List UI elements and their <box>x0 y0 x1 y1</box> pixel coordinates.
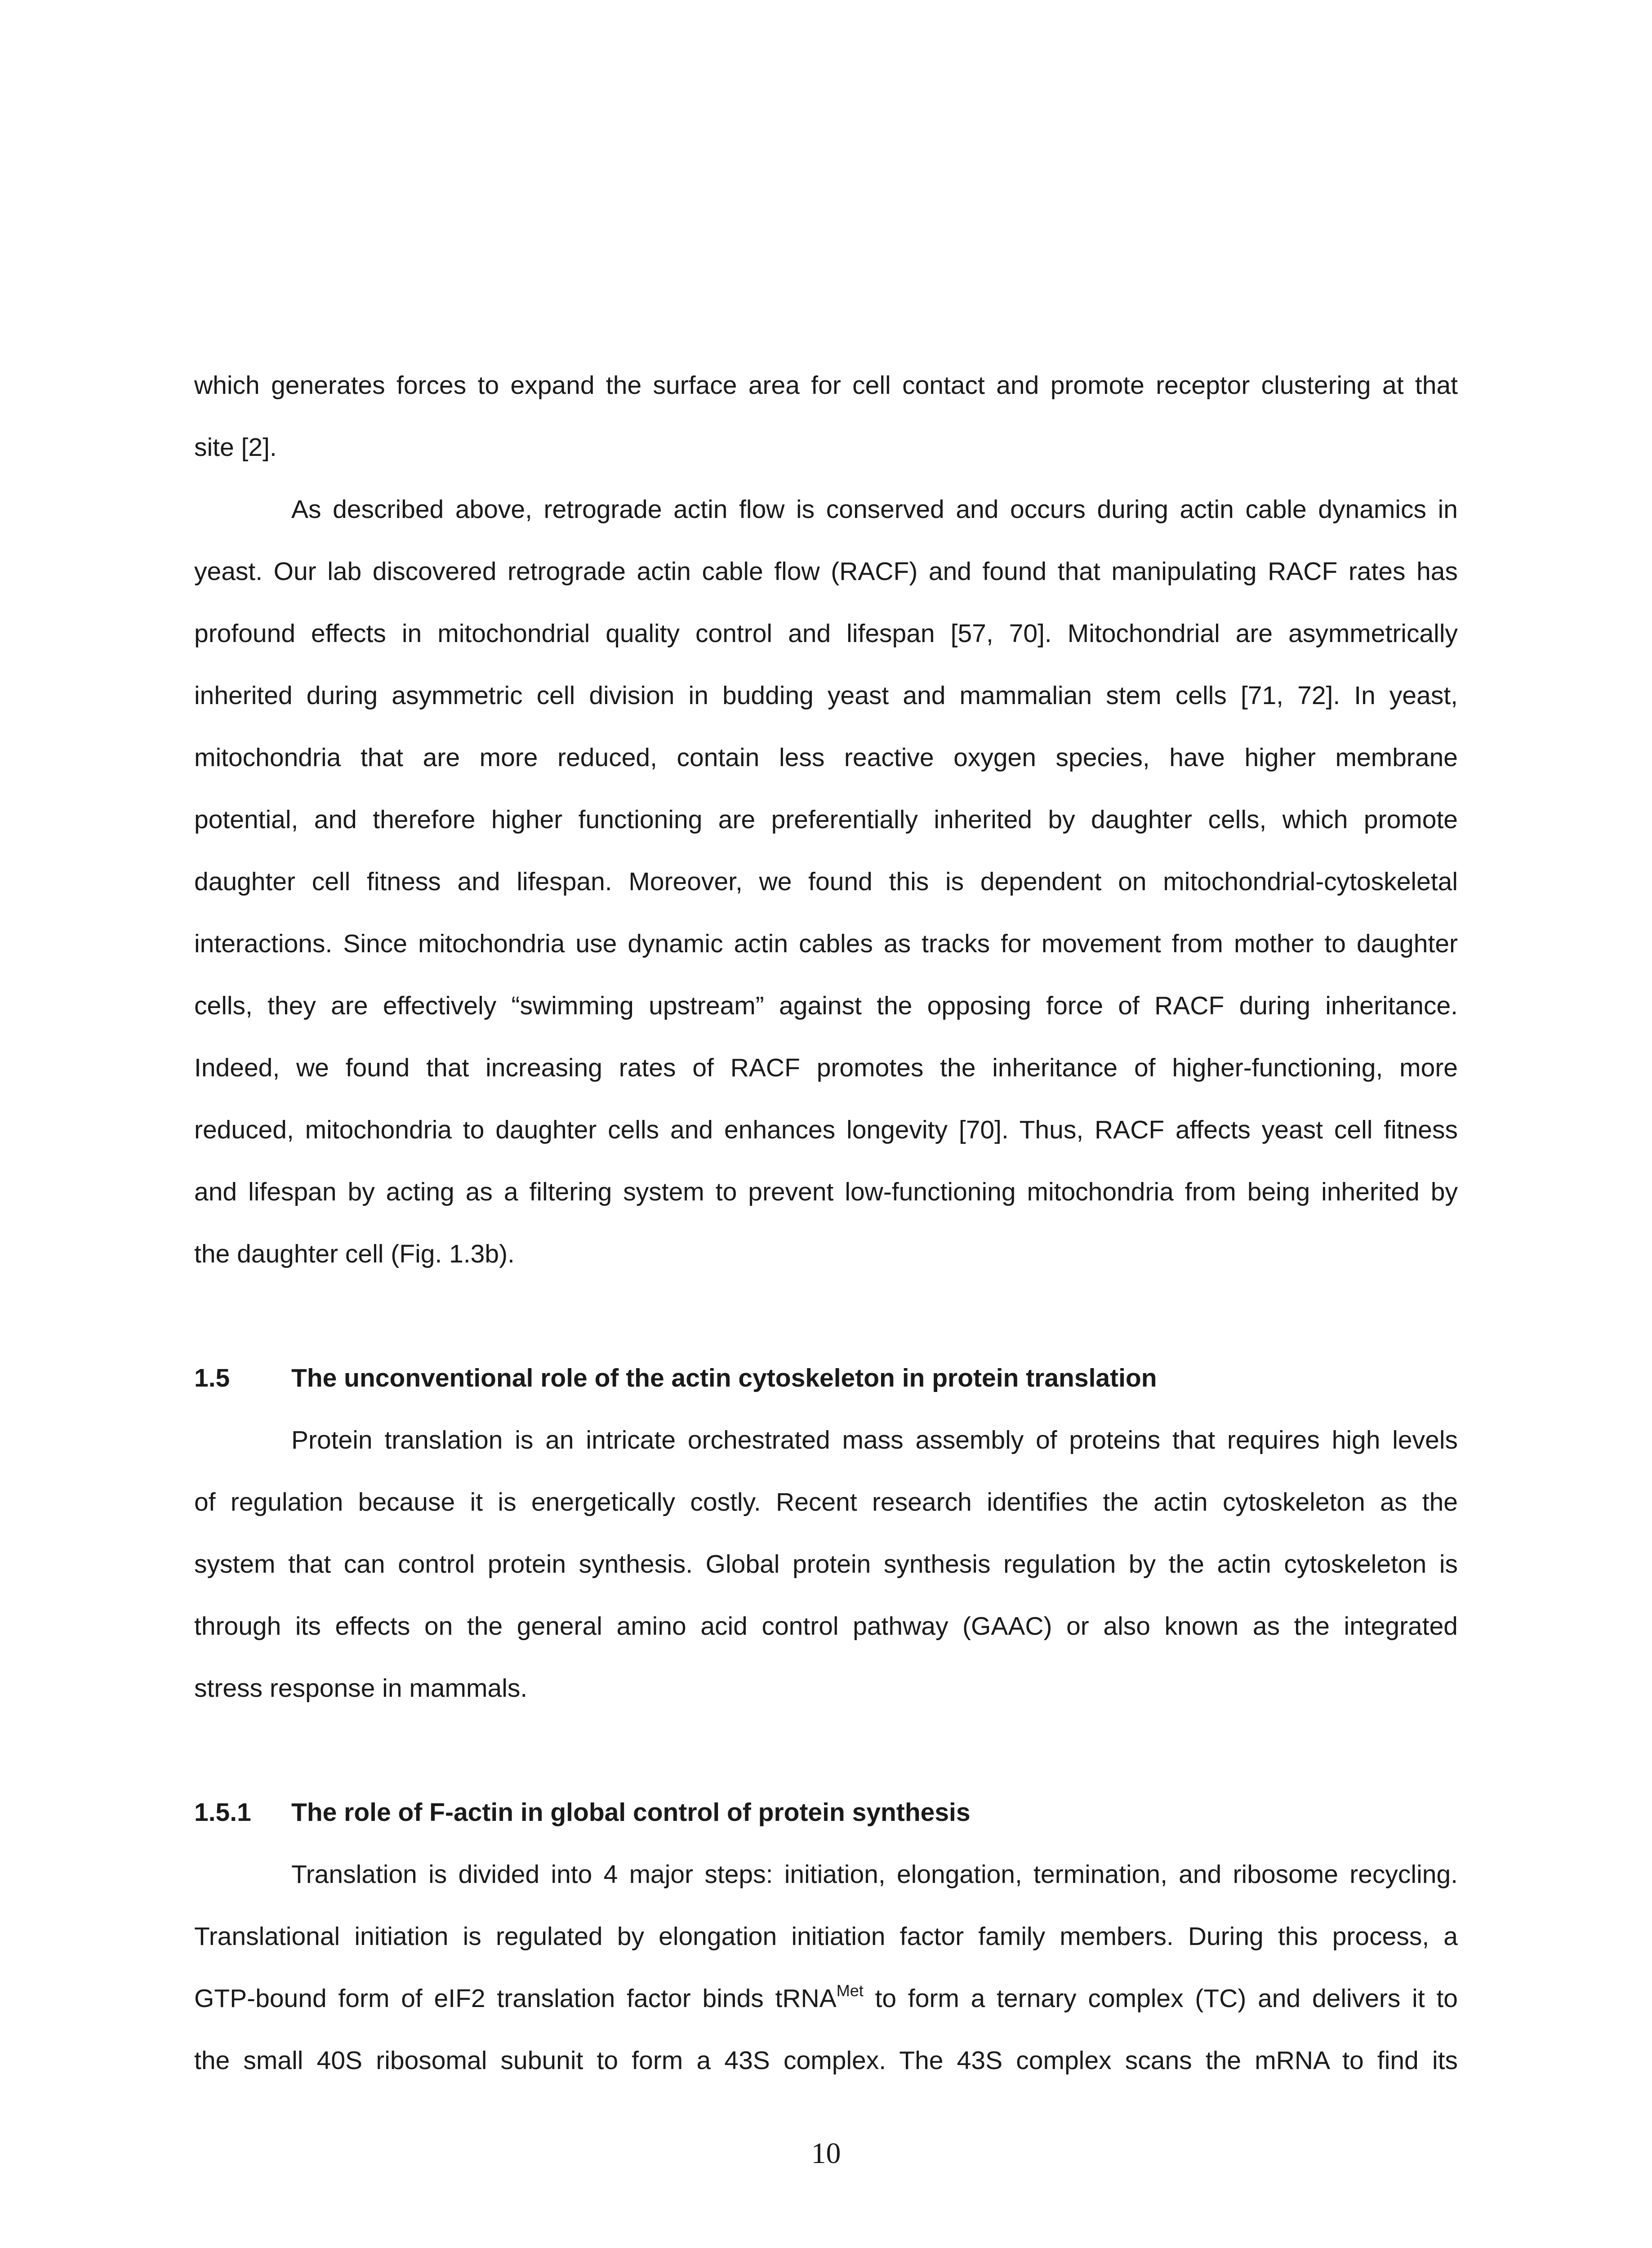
paragraph-line: Translation is divided into 4 major steps: initiation, elongation, termination, and ribosome recycling. <box>291 1860 1458 1889</box>
paragraph-line: stress response in mammals. <box>194 1674 528 1703</box>
paragraph-line: Translational initiation is regulated by elongation initiation factor family members. During this process, a <box>194 1922 1458 1951</box>
superscript: Met <box>836 1981 864 2000</box>
paragraph-line <box>194 1983 1458 2014</box>
paragraph-line: the daughter cell (Fig. 1.3b). <box>194 1240 515 1268</box>
text-run: to form a ternary complex (TC) and delivers it to <box>863 1984 1458 2013</box>
paragraph-line: inherited during asymmetric cell division in budding yeast and mammalian stem cells [71, 72]. In yeast, <box>194 681 1458 710</box>
paragraph-line: through its effects on the general amino acid control pathway (GAAC) or also known as the integrated <box>194 1612 1458 1641</box>
section-title: The unconventional role of the actin cytoskeleton in protein translation <box>291 1364 1157 1392</box>
paragraph-line: profound effects in mitochondrial quality control and lifespan [57, 70]. Mitochondrial are asymmetrically <box>194 619 1458 648</box>
section-number: 1.5 <box>194 1364 230 1392</box>
paragraph-line: the small 40S ribosomal subunit to form a 43S complex. The 43S complex scans the mRNA to find its <box>194 2046 1458 2075</box>
paragraph-line: reduced, mitochondria to daughter cells and enhances longevity [70]. Thus, RACF affects yeast cell fitness <box>194 1115 1458 1144</box>
paragraph-line: system that can control protein synthesis. Global protein synthesis regulation by the actin cytoskeleton is <box>194 1550 1458 1579</box>
subsection-heading <box>194 1797 971 1828</box>
subsection-title: The role of F-actin in global control of protein synthesis <box>291 1798 971 1827</box>
paragraph-line: site [2]. <box>194 433 277 462</box>
paragraph-line: which generates forces to expand the surface area for cell contact and promote receptor clustering at that <box>194 371 1458 400</box>
text-run: GTP-bound form of eIF2 translation factor binds tRNA <box>194 1984 837 2013</box>
subsection-number: 1.5.1 <box>194 1798 251 1827</box>
paragraph-line: As described above, retrograde actin flow is conserved and occurs during actin cable dynamics in <box>291 495 1458 524</box>
paragraph-line: of regulation because it is energetically costly. Recent research identifies the actin cytoskeleton as the <box>194 1488 1458 1517</box>
page-number: 10 <box>811 2137 841 2170</box>
paragraph-line: Protein translation is an intricate orchestrated mass assembly of proteins that requires high levels <box>291 1426 1458 1454</box>
paragraph-line: interactions. Since mitochondria use dynamic actin cables as tracks for movement from mother to daughter <box>194 929 1458 958</box>
paragraph-line: yeast. Our lab discovered retrograde actin cable flow (RACF) and found that manipulating RACF rates has <box>194 557 1458 586</box>
paragraph-line: cells, they are effectively “swimming upstream” against the opposing force of RACF during inheritance. <box>194 991 1458 1020</box>
paragraph-line: potential, and therefore higher functioning are preferentially inherited by daughter cells, which promote <box>194 805 1458 834</box>
paragraph-line: mitochondria that are more reduced, contain less reactive oxygen species, have higher membrane <box>194 743 1458 772</box>
paragraph-line: and lifespan by acting as a filtering system to prevent low-functioning mitochondria from being inherited by <box>194 1178 1458 1206</box>
paragraph-line: Indeed, we found that increasing rates of RACF promotes the inheritance of higher-functioning, more <box>194 1053 1458 1082</box>
paragraph-line: daughter cell fitness and lifespan. Moreover, we found this is dependent on mitochondrial-cytoskeletal <box>194 867 1458 896</box>
section-heading <box>194 1362 1157 1394</box>
